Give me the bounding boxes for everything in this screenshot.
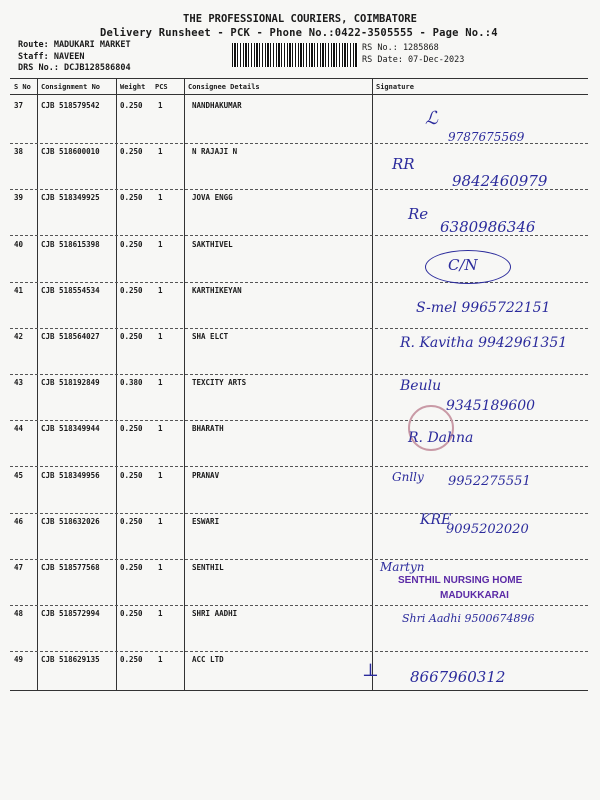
- row-consignment-no: CJB 518349925: [41, 193, 100, 202]
- row-sno: 43: [14, 378, 24, 387]
- row-weight: 0.380: [120, 378, 143, 387]
- row-pcs: 1: [158, 563, 163, 572]
- row-sno: 45: [14, 471, 24, 480]
- row-consignment-no: CJB 518600010: [41, 147, 100, 156]
- signature-mark: Re: [408, 205, 429, 223]
- row-consignee-name: N RAJAJI N: [192, 147, 238, 156]
- col-divider: [37, 78, 38, 690]
- row-weight: 0.250: [120, 147, 143, 156]
- row-consignment-no: CJB 518632026: [41, 517, 100, 526]
- company-title: THE PROFESSIONAL COURIERS, COIMBATORE: [183, 13, 417, 25]
- signature-phone: 9345189600: [446, 398, 536, 414]
- stamp-line2: MADUKKARAI: [440, 590, 509, 601]
- row-consignee-name: SHRI AADHI: [192, 609, 238, 618]
- row-sno: 49: [14, 655, 24, 664]
- col-divider: [372, 78, 373, 690]
- signature-mark: KRE: [420, 512, 452, 528]
- row-pcs: 1: [158, 655, 163, 664]
- row-consignment-no: CJB 518572994: [41, 609, 100, 618]
- row-weight: 0.250: [120, 101, 143, 110]
- row-sno: 48: [14, 609, 24, 618]
- row-consignee-name: KARTHIKEYAN: [192, 286, 242, 295]
- row-weight: 0.250: [120, 286, 143, 295]
- row-consignee-name: SHA ELCT: [192, 332, 229, 341]
- row-consignee-name: ACC LTD: [192, 655, 224, 664]
- rs-number: RS No.: 1285868: [362, 43, 439, 53]
- table-bottom-border: [10, 690, 588, 691]
- row-separator: [10, 513, 588, 514]
- signature-phone: 9787675569: [448, 130, 525, 144]
- row-consignment-no: CJB 518192849: [41, 378, 100, 387]
- row-weight: 0.250: [120, 655, 143, 664]
- row-pcs: 1: [158, 101, 163, 110]
- row-pcs: 1: [158, 471, 163, 480]
- signature-mark: RR: [392, 155, 415, 173]
- row-weight: 0.250: [120, 609, 143, 618]
- signature-phone: 6380986346: [440, 218, 536, 236]
- signature-phone: S-mel 9965722151: [416, 300, 551, 316]
- row-sno: 37: [14, 101, 24, 110]
- row-separator: [10, 420, 588, 421]
- signature-mark: Gnlly: [392, 470, 424, 484]
- signature-mark: Martyn: [380, 560, 425, 574]
- signature-mark: R. Dahna: [408, 430, 474, 446]
- col-header-consignee: Consignee Details: [188, 83, 260, 91]
- row-weight: 0.250: [120, 240, 143, 249]
- row-consignment-no: CJB 518615398: [41, 240, 100, 249]
- row-separator: [10, 651, 588, 652]
- row-consignment-no: CJB 518577568: [41, 563, 100, 572]
- signature-phone: 9095202020: [446, 522, 529, 537]
- signature-phone: 8667960312: [410, 668, 506, 686]
- stamp-line1: SENTHIL NURSING HOME: [398, 575, 523, 586]
- row-consignment-no: CJB 518564027: [41, 332, 100, 341]
- row-separator: [10, 605, 588, 606]
- row-pcs: 1: [158, 332, 163, 341]
- table-top-border: [10, 78, 588, 79]
- signature-mark: ⊥: [362, 660, 379, 681]
- signature-cn: C/N: [448, 256, 478, 274]
- row-separator: [10, 374, 588, 375]
- drs-number: DRS No.: DCJB128586804: [18, 63, 131, 73]
- row-pcs: 1: [158, 517, 163, 526]
- signature-mark: ℒ: [425, 108, 438, 129]
- row-consignee-name: ESWARI: [192, 517, 220, 526]
- table-header-border: [10, 94, 588, 95]
- row-sno: 39: [14, 193, 24, 202]
- route-label: Route: MADUKARI MARKET: [18, 40, 131, 50]
- row-consignment-no: CJB 518579542: [41, 101, 100, 110]
- row-sno: 42: [14, 332, 24, 341]
- row-consignment-no: CJB 518349956: [41, 471, 100, 480]
- signature-phone: Shri Aadhi 9500674896: [402, 612, 535, 625]
- row-weight: 0.250: [120, 332, 143, 341]
- row-pcs: 1: [158, 147, 163, 156]
- row-sno: 41: [14, 286, 24, 295]
- row-separator: [10, 466, 588, 467]
- row-consignee-name: NANDHAKUMAR: [192, 101, 242, 110]
- col-header-sno: S No: [14, 83, 31, 91]
- row-sno: 47: [14, 563, 24, 572]
- row-pcs: 1: [158, 378, 163, 387]
- col-header-signature: Signature: [376, 83, 414, 91]
- barcode-image: [232, 43, 358, 67]
- row-consignee-name: JOVA ENGG: [192, 193, 233, 202]
- row-consignee-name: SAKTHIVEL: [192, 240, 233, 249]
- runsheet-title: Delivery Runsheet - PCK - Phone No.:0422-3505555 - Page No.:4: [100, 27, 498, 39]
- row-sno: 46: [14, 517, 24, 526]
- staff-label: Staff: NAVEEN: [18, 52, 85, 62]
- signature-phone: 9952275551: [448, 474, 531, 489]
- row-weight: 0.250: [120, 563, 143, 572]
- row-pcs: 1: [158, 286, 163, 295]
- row-weight: 0.250: [120, 471, 143, 480]
- col-divider: [184, 78, 185, 690]
- row-weight: 0.250: [120, 517, 143, 526]
- row-sno: 38: [14, 147, 24, 156]
- row-separator: [10, 559, 588, 560]
- row-consignment-no: CJB 518349944: [41, 424, 100, 433]
- signature-phone: R. Kavitha 9942961351: [400, 335, 568, 351]
- row-sno: 44: [14, 424, 24, 433]
- row-consignment-no: CJB 518629135: [41, 655, 100, 664]
- row-pcs: 1: [158, 193, 163, 202]
- row-pcs: 1: [158, 240, 163, 249]
- row-weight: 0.250: [120, 424, 143, 433]
- row-consignee-name: TEXCITY ARTS: [192, 378, 247, 387]
- signature-mark: Beulu: [400, 378, 442, 394]
- col-divider: [116, 78, 117, 690]
- row-consignee-name: PRANAV: [192, 471, 220, 480]
- col-header-weight: Weight: [120, 83, 146, 91]
- signature-phone: 9842460979: [452, 172, 548, 190]
- row-consignee-name: BHARATH: [192, 424, 224, 433]
- rs-date: RS Date: 07-Dec-2023: [362, 55, 465, 65]
- col-header-consignment: Consignment No: [41, 83, 101, 91]
- row-separator: [10, 328, 588, 329]
- row-weight: 0.250: [120, 193, 143, 202]
- row-consignment-no: CJB 518554534: [41, 286, 100, 295]
- row-separator: [10, 282, 588, 283]
- row-sno: 40: [14, 240, 24, 249]
- row-pcs: 1: [158, 609, 163, 618]
- col-header-pcs: PCS: [155, 83, 168, 91]
- row-consignee-name: SENTHIL: [192, 563, 224, 572]
- row-pcs: 1: [158, 424, 163, 433]
